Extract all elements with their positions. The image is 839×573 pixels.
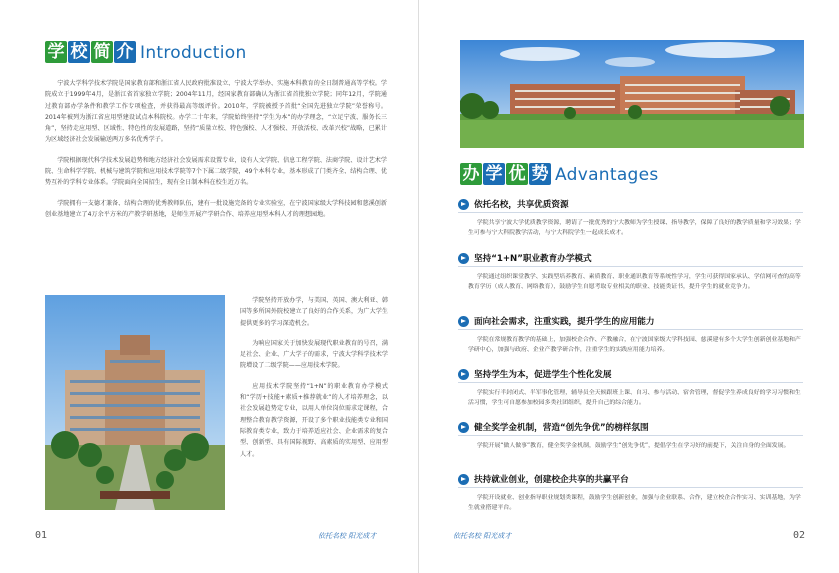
arrow-bullet-icon xyxy=(458,316,469,327)
title-char: 校 xyxy=(68,41,90,63)
intro-paragraph: 学院拥有一支德才兼备、结构合理的优秀教师队伍，建有一批设施完备的专业实验室，在宁波国家级大学科技园和慈溪创新创业基地建立了4万余平方米的产教学研基地，是师生开展产学研合作、培养应用型本科人才的理想园地。 xyxy=(45,199,387,218)
intro-paragraph: 学院根据现代科学技术发展趋势和地方经济社会发展需求设置专业，设有人文学院、信息工程学院、法商学院、设计艺术学院、生命科学学院、机械与建筑学院和应用技术学院等7个下属二级学院，49个本科专业，基本形成了门类齐全、结构合理、优势互补的学科专业体系。学院面向全国招生，现有全日制本科在校生近万名。 xyxy=(45,156,387,187)
advantage-body: 学院开设就业、创业指导职业规划类课程，鼓励学生创新创业，加强与企业联系、合作，建立校企合作实习、实训基地，为学生就业搭建平台。 xyxy=(468,495,801,511)
intro-title xyxy=(45,41,247,63)
arrow-bullet-icon xyxy=(458,369,469,380)
arrow-bullet-icon xyxy=(458,422,469,433)
advantage-title: 面向社会需求，注重实践，提升学生的应用能力 xyxy=(474,317,655,327)
intro-paragraph: 宁波大学科学技术学院是国家教育部和浙江省人民政府批准设立、宁波大学举办、实施本科教育的全日制普通高等学校。学院成立于1999年4月，是浙江省首家独立学院；2004年11月，经国家教育部确认为浙江省首批独立学院；同年12月，学院通过教育部办学条件和教学工作专项检查，并获得最高等级评价。2010年，学院被授予首批“全国先进独立学院”荣誉称号。2014年被列为浙江省应用型建设试点本科院校。办学二十年来，学院始终坚持“学生为本”的办学理念，“立足宁波、服务长三角”，坚持走应用型、区域性、特色性的发展道路，坚持“质量立校、特色强校、人才强校、开放活校、改革兴校”战略，已累计为区域经济社会发展输送两万多名优秀学子。 xyxy=(45,80,387,144)
title-char: 办 xyxy=(460,163,482,185)
title-char: 学 xyxy=(483,163,505,185)
left-page xyxy=(0,0,419,573)
title-char: 介 xyxy=(114,41,136,63)
slogan: 依托名校 阳光成才 xyxy=(318,532,377,540)
advantage-item xyxy=(458,366,803,408)
title-char: 势 xyxy=(529,163,551,185)
advantage-item xyxy=(458,419,803,451)
arrow-bullet-icon xyxy=(458,199,469,210)
advantages-title-en: Advantages xyxy=(555,165,659,185)
advantage-body: 学院共享宁波大学优质教学资源，聘请了一批优秀的宁大教师为学生授课、指导教学，保障了良好的教学质量和学习效果；学生可参与宁大科院教学活动，与宁大科院学生一起成长成才。 xyxy=(468,220,801,236)
advantage-title: 依托名校，共享优质资源 xyxy=(474,200,569,210)
advantage-item xyxy=(458,196,803,238)
side-text xyxy=(240,295,388,469)
title-char: 简 xyxy=(91,41,113,63)
slogan: 依托名校 阳光成才 xyxy=(453,532,512,540)
advantage-title: 健全奖学金机制，营造“创先争优”的榜样氛围 xyxy=(474,423,649,433)
page-number: 01 xyxy=(35,530,48,541)
advantages-title xyxy=(460,163,659,185)
title-char: 学 xyxy=(45,41,67,63)
advantage-body: 学院开展“做人做事”教育，健全奖学金机制，鼓励学生“创先争优”，提倡学生在学习好的前提下，关注自身的全面发展。 xyxy=(476,443,790,449)
right-page xyxy=(420,0,839,573)
intro-title-en: Introduction xyxy=(140,43,247,63)
side-paragraph: 学院坚持开放办学，与美国、英国、澳大利亚、韩国等多所国外院校建立了良好的合作关系，为广大学生提供更多的学习深造机会。 xyxy=(240,297,388,327)
advantage-title: 坚持“1+N”职业教育办学模式 xyxy=(474,254,592,264)
campus-panorama xyxy=(460,40,804,148)
advantage-title: 扶持就业创业，创建校企共享的共赢平台 xyxy=(474,475,629,485)
side-paragraph: 为响应国家关于加快发展现代职业教育的号召，满足社会、企业、广大学子的需求，宁波大学科学技术学院增设了二级学院——应用技术学院。 xyxy=(240,339,388,370)
advantage-item xyxy=(458,250,803,292)
advantage-body: 学院通过组织课堂教学、实践型培养教育、素质教育、职业通识教育等系统性学习，学生可获得国家承认、学信网可查的高等教育学历（成人教育、网络教育），鼓励学生自愿考取专业相关的职业、技能类证书，提升学生的就业竞争力。 xyxy=(468,274,801,290)
title-char: 优 xyxy=(506,163,528,185)
advantage-body: 学院实行半封闭式、半军事化管理，辅导员全天候跟班上课、自习、参与活动、宿舍管理，督促学生养成良好的学习习惯和生活习惯，学生可自愿参加校园多类社团组织，提升自己的综合能力。 xyxy=(468,390,801,406)
advantage-item xyxy=(458,313,803,355)
arrow-bullet-icon xyxy=(458,474,469,485)
side-paragraph: 应用技术学院坚持“1+N”的职业教育办学模式和“学历+技能+素质+推荐就业”的人才培养理念，以社会发展趋势定专业，以用人单位岗位需求定课程，合理整合教育教学资源，开设了多个职业技能类专业和国际教育类专业，致力于培养适应社会、企业需求的复合型、创新型、具有国际视野、高素质的实用型、应用型人才。 xyxy=(240,382,388,458)
page-number: 02 xyxy=(792,530,805,541)
advantage-body: 学院在常规教育教学的基础上，加强校企合作、产教融合，在宁波国家级大学科技园、慈溪建有多个大学生创新创业基地和产学研中心，加强与政府、企业产教学研合作，注重学生的实践应用能力培养。 xyxy=(468,337,801,353)
intro-text xyxy=(45,78,387,229)
campus-photo xyxy=(45,295,225,510)
advantage-title: 坚持学生为本，促进学生个性化发展 xyxy=(474,370,612,380)
advantage-item xyxy=(458,471,803,513)
arrow-bullet-icon xyxy=(458,253,469,264)
